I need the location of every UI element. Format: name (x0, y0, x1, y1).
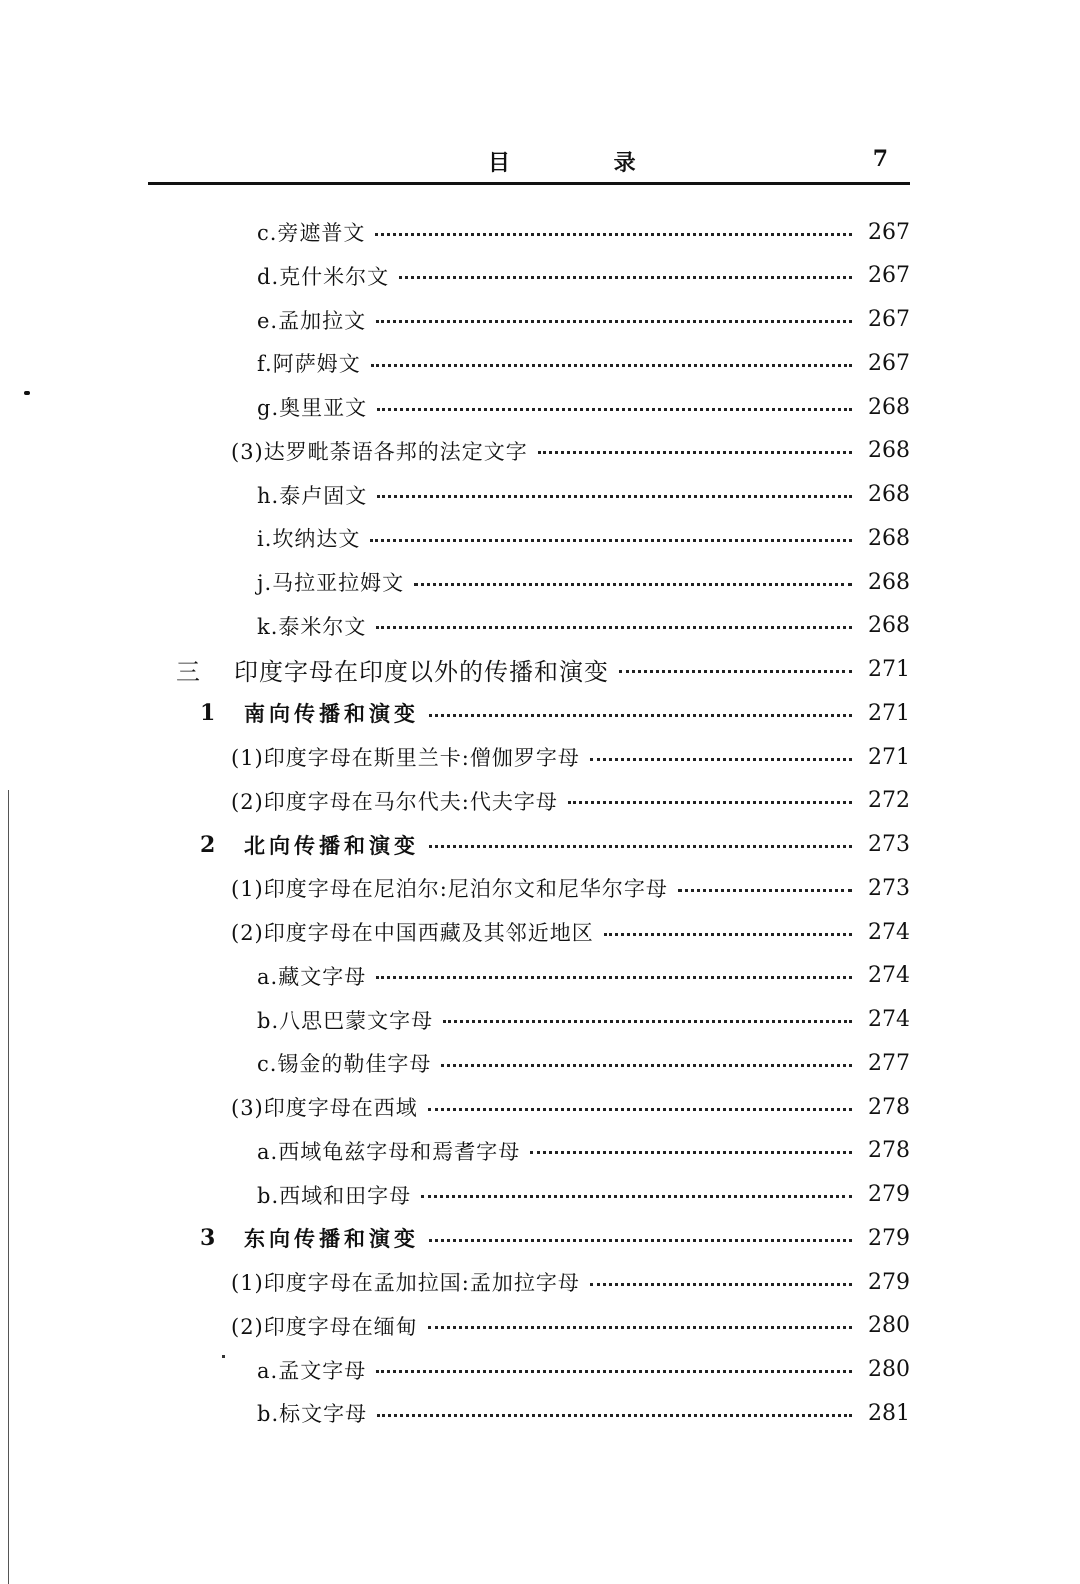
toc-entry-number: 2 (200, 831, 216, 858)
toc-dot-leader (441, 1064, 852, 1067)
toc-dot-leader (429, 1239, 852, 1242)
toc-entry-label: k.泰米尔文 (257, 614, 367, 639)
toc-entry[interactable] (257, 473, 910, 517)
toc-entry-label: (2)印度字母在马尔代夫:代夫字母 (231, 789, 558, 814)
toc-entry-page: 271 (868, 744, 910, 770)
toc-entry[interactable] (257, 1129, 910, 1173)
toc-dot-leader (538, 451, 852, 454)
toc-entry-page: 268 (868, 394, 910, 420)
toc-entry-number: 1 (200, 700, 216, 727)
toc-entry-label: b.标文字母 (257, 1402, 368, 1427)
toc-dot-leader (421, 1195, 852, 1198)
toc-entry-page: 279 (868, 1182, 910, 1207)
toc-entry-page: 279 (868, 1269, 910, 1295)
toc-dot-leader (428, 1108, 852, 1111)
toc-entry-page: 278 (868, 1138, 910, 1164)
toc-entry[interactable] (257, 1348, 910, 1392)
toc-dot-leader (678, 889, 852, 892)
toc-entry[interactable] (257, 254, 910, 298)
toc-entry[interactable] (231, 1085, 910, 1129)
toc-entry[interactable] (257, 1391, 910, 1435)
toc-entry-page: 268 (868, 569, 910, 595)
toc-entry[interactable] (231, 779, 910, 823)
header-page-number: 7 (872, 146, 888, 172)
toc-entry-page: 278 (868, 1094, 910, 1120)
toc-entry[interactable] (257, 516, 910, 560)
toc-entry-label: c.旁遮普文 (257, 221, 366, 245)
toc-entry-page: 268 (868, 482, 910, 507)
toc-entry-page: 280 (868, 1357, 910, 1382)
toc-entry[interactable] (231, 1260, 910, 1304)
toc-entry[interactable] (257, 1041, 910, 1085)
scan-stray-mark (222, 1355, 225, 1358)
toc-entry-label: 北向传播和演变 (244, 832, 419, 858)
toc-entry-page: 267 (868, 307, 910, 332)
toc-entry[interactable] (257, 298, 910, 342)
toc-dot-leader (376, 626, 852, 629)
toc-entry-page: 273 (868, 832, 910, 857)
toc-dot-leader (428, 1326, 852, 1329)
toc-entry[interactable] (257, 560, 910, 604)
toc-entry[interactable] (231, 910, 910, 954)
toc-entry-label: (1)印度字母在斯里兰卡:僧伽罗字母 (231, 746, 580, 770)
toc-entry-label: e.孟加拉文 (257, 308, 367, 333)
toc-dot-leader (590, 1283, 852, 1286)
toc-entry-page: 271 (868, 700, 910, 726)
toc-entry-label: a.西域龟兹字母和焉耆字母 (257, 1139, 521, 1164)
toc-dot-leader (399, 276, 852, 279)
toc-dot-leader (377, 1414, 852, 1417)
toc-entry[interactable] (200, 691, 910, 735)
toc-entry-page: 268 (868, 613, 910, 639)
toc-entry-page: 268 (868, 438, 910, 464)
toc-dot-leader (376, 320, 852, 323)
header-title: 目 录 (488, 151, 684, 176)
toc-dot-leader (376, 1370, 852, 1373)
toc-entry[interactable] (257, 385, 910, 429)
toc-entry[interactable] (257, 954, 910, 998)
toc-entry-label: b.八思巴蒙文字母 (257, 1008, 434, 1033)
toc-entry-page: 272 (868, 788, 910, 814)
toc-dot-leader (377, 408, 852, 411)
toc-entry-number: 三 (176, 658, 200, 686)
toc-entry-label: (2)印度字母在中国西藏及其邻近地区 (231, 921, 594, 945)
toc-entry-label: (1)印度字母在尼泊尔:尼泊尔文和尼华尔字母 (231, 877, 668, 902)
toc-entry-label: (3)印度字母在西域 (231, 1096, 418, 1120)
toc-entry[interactable] (257, 604, 910, 648)
toc-entry[interactable] (176, 648, 910, 692)
toc-entry-label: 南向传播和演变 (244, 701, 419, 727)
toc-entry-page: 274 (868, 963, 910, 989)
toc-entry-label: i.坎纳达文 (257, 527, 361, 552)
toc-entry-label: b.西域和田字母 (257, 1183, 412, 1208)
toc-entry-page: 274 (868, 1007, 910, 1032)
toc-entry-page: 268 (868, 525, 910, 551)
toc-dot-leader (604, 933, 852, 936)
toc-entry-page: 280 (868, 1313, 910, 1339)
toc-dot-leader (590, 758, 852, 761)
toc-entry[interactable] (231, 735, 910, 779)
toc-dot-leader (530, 1151, 852, 1154)
toc-entry-label: 东向传播和演变 (244, 1226, 419, 1252)
toc-entry[interactable] (231, 429, 910, 473)
toc-entry-label: (1)印度字母在孟加拉国:孟加拉字母 (231, 1271, 580, 1295)
toc-entry-label: f.阿萨姆文 (257, 352, 361, 377)
toc-entry-page: 267 (868, 263, 910, 289)
page-header (148, 140, 910, 182)
toc-dot-leader (429, 845, 852, 848)
header-rule (148, 182, 910, 185)
toc-entry-label: a.孟文字母 (257, 1358, 367, 1383)
toc-entry-page: 274 (868, 919, 910, 945)
toc-dot-leader (375, 233, 852, 236)
toc-entry-page: 281 (868, 1400, 910, 1426)
toc-entry-page: 279 (868, 1225, 910, 1251)
toc-dot-leader (429, 714, 852, 717)
toc-entry[interactable] (200, 1216, 910, 1260)
toc-entry-number: 3 (200, 1225, 216, 1252)
toc-entry[interactable] (257, 1173, 910, 1217)
toc-entry-label: (3)达罗毗荼语各邦的法定文字 (231, 439, 528, 464)
toc-dot-leader (443, 1020, 852, 1023)
toc-entry-label: g.奥里亚文 (257, 396, 368, 420)
toc-entry[interactable] (231, 866, 910, 910)
toc-entry-page: 267 (868, 219, 910, 245)
toc-entry[interactable] (257, 210, 910, 254)
toc-dot-leader (376, 976, 852, 979)
toc-dot-leader (619, 670, 852, 673)
toc-entry-label: d.克什米尔文 (257, 264, 390, 289)
toc-entry-label: a.藏文字母 (257, 964, 367, 989)
toc-dot-leader (370, 539, 852, 542)
toc-dot-leader (377, 495, 852, 498)
scan-margin-dot (24, 391, 30, 395)
toc-entry[interactable] (257, 341, 910, 385)
toc-dot-leader (568, 801, 852, 804)
toc-entry[interactable] (200, 823, 910, 867)
toc-entry-page: 267 (868, 350, 910, 376)
toc-entry[interactable] (231, 1304, 910, 1348)
toc-dot-leader (414, 583, 852, 586)
toc-dot-leader (371, 364, 852, 367)
toc-entry-page: 277 (868, 1050, 910, 1076)
toc-entry[interactable] (257, 998, 910, 1042)
toc-entry-label: h.泰卢固文 (257, 483, 368, 508)
toc-entry-label: j.马拉亚拉姆文 (257, 571, 405, 595)
scan-margin-line (8, 790, 9, 1584)
toc-entry-page: 273 (868, 875, 910, 901)
toc-entry-page: 271 (868, 657, 910, 682)
toc-entry-label: c.锡金的勒佳字母 (257, 1052, 432, 1077)
toc-entry-label: 印度字母在印度以外的传播和演变 (234, 658, 609, 686)
toc-entry-label: (2)印度字母在缅甸 (231, 1314, 418, 1339)
